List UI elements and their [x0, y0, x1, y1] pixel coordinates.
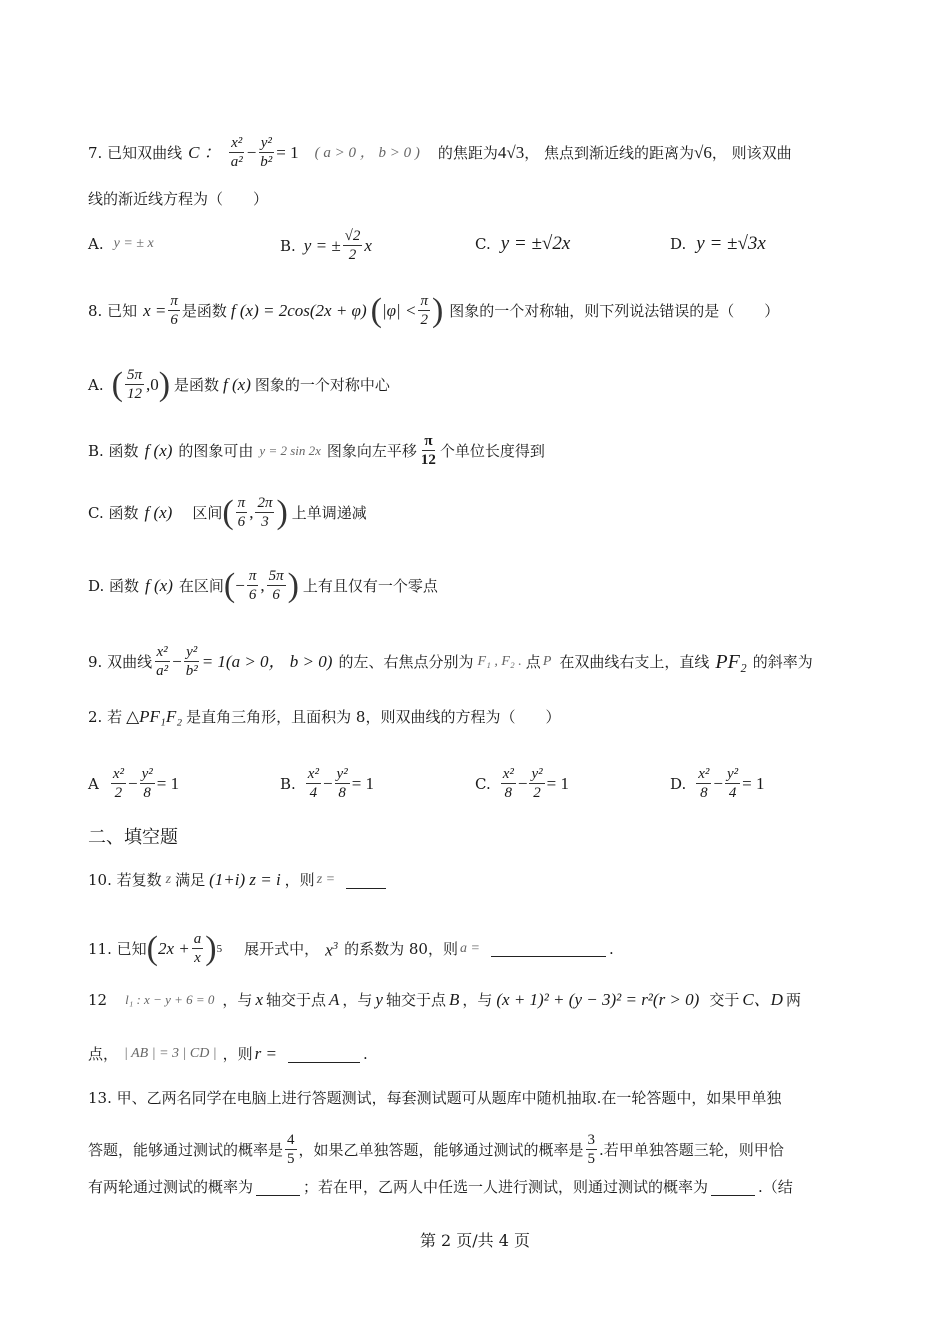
q7-math-sqrt6: √6: [694, 142, 712, 162]
q13-answer-blank-1[interactable]: [256, 1179, 300, 1196]
q7-option-d: D. y = ±√3x: [670, 233, 766, 254]
q7-stem-text: 7. 已知双曲线: [88, 143, 183, 162]
q8-option-b: B. 函数 f (x) 的图象可由 y = 2 sin 2x 图象向左平移 $\frac{\pi}{12}$ 个单位长度得到: [88, 433, 545, 468]
q13-line1: 13. 甲、乙两名同学在电脑上进行答题测试，每套测试题可从题库中随机抽取.在一轮答题中，如果甲单独: [88, 1089, 782, 1107]
q8-stem: 8. 已知 x = $\frac{\pi}{6}$ 是函数 f (x) = 2cos(2x + φ) ( |φ| < $\frac{\pi}{2}$ ) 图象的一个对称轴，则下列说法错误的是（ ）: [88, 291, 780, 329]
q12-answer-blank[interactable]: [288, 1046, 360, 1063]
q8-option-d: D. 函数 f (x) 在区间 ( − $\frac{\pi}{6}$ , $\frac{5\pi}{6}$ ) 上有且仅有一个零点: [88, 566, 438, 604]
q7-frac-y: $\frac{\text{y²}}{\text{b²}}$: [260, 135, 273, 170]
q7-option-c: C. y = ±√2x: [475, 233, 571, 254]
q7-math-4sqrt3: 4√3: [497, 142, 525, 162]
q7-condition: ( a > 0 ， b > 0 ): [314, 144, 420, 161]
q7-math-C: C ：: [188, 142, 221, 162]
q11: 11. 已知 ( 2x + $\frac{a}{x}$ ) 5 展开式中， $x^3$ 的系数为 80，则 a = .: [88, 929, 614, 967]
q7-text-focal: 的焦距为: [437, 143, 498, 162]
q8-option-a: A. ( $\frac{5\pi}{12}$ ,0 ) 是函数 f (x) 图象的一个对称中心: [88, 365, 390, 403]
section-title-fill-in: 二、填空题: [88, 827, 178, 848]
q7-text-tail: ， 则该双曲: [711, 143, 792, 162]
q12-line2: 点， | AB | = 3 | CD | ，则 r = .: [88, 1044, 368, 1063]
q9-line2: 2. 若 △PF₁F₂ 是直角三角形，且面积为 8，则双曲线的方程为（ ）: [88, 707, 561, 726]
q7-option-a: A. y = ± x: [88, 235, 154, 253]
q10: 10. 若复数 z 满足 (1+i) z = i ，则 z =: [88, 869, 389, 891]
q13-line2: 答题，能够通过测试的概率是 $\frac{4}{5}$ ，如果乙单独答题，能够通过测试的概率是 $\frac{3}{5}$ .若甲单独答题三轮，则甲恰: [88, 1132, 784, 1167]
q7-option-b: B. y = ± $\frac{√2}{2}$ x: [280, 228, 372, 263]
q8-option-c: C. 函数 f (x) 区间 ( $\frac{\pi}{6}$ , $\frac{2\pi}{3}$ ) 上单调递减: [88, 493, 367, 531]
q7-frac-x: $\frac{\text{x²}}{\text{a²}}$: [230, 135, 243, 170]
q13-answer-blank-2[interactable]: [711, 1179, 755, 1196]
q9-option-d: D. $\frac{\text{x²}}{8}$ − $\frac{\text{y²}}{4}$ = 1: [670, 766, 765, 801]
q7-text-dist: ， 焦点到渐近线的距离为: [524, 143, 695, 162]
q7-line2-text: 线的渐近线方程为（ ）: [88, 190, 269, 208]
q9-option-c: C. $\frac{\text{x²}}{8}$ − $\frac{\text{y²}}{2}$ = 1: [475, 766, 569, 801]
page-footer: 第 2 页/共 4 页: [419, 1231, 531, 1250]
q12-line1: 12 l₁ : x − y + 6 = 0 ，与 x 轴交于点 A ，与 y 轴交于点 B ，与 (x + 1)² + (y − 3)² = r²(r > 0) 交于 C、D 两: [88, 990, 801, 1009]
q7-line1: 7. 已知双曲线 C ： $\frac{\text{x²}}{\text{a²}}$ − $\frac{\text{y²}}{\text{b²}}$ = 1 ( a > 0 ， b > 0 ) 的焦距为 4√3 ， 焦点到渐近线的距离为 √6 ， 则该双曲: [88, 135, 792, 170]
q7-line2: [88, 188, 268, 210]
q11-answer-blank[interactable]: [491, 940, 606, 957]
q9-option-a: A $\frac{\text{x²}}{2}$ − $\frac{\text{y²}}{8}$ = 1: [88, 766, 180, 801]
q9-option-b: B. $\frac{\text{x²}}{4}$ − $\frac{\text{y²}}{8}$ = 1: [280, 766, 375, 801]
q13-line3: 有两轮通过测试的概率为 ；若在甲，乙两人中任选一人进行测试，则通过测试的概率为 .（结: [88, 1178, 793, 1196]
q9-stem: 9. 双曲线 $\frac{\text{x²}}{\text{a²}}$ − $\frac{\text{y²}}{\text{b²}}$ = 1(a > 0， b > 0) 的左、右焦点分别为 F₁ , F₂ . 点 P 在双曲线右支上，直线 PF₂ 的斜率为: [88, 644, 813, 679]
q10-answer-blank[interactable]: [346, 872, 386, 889]
